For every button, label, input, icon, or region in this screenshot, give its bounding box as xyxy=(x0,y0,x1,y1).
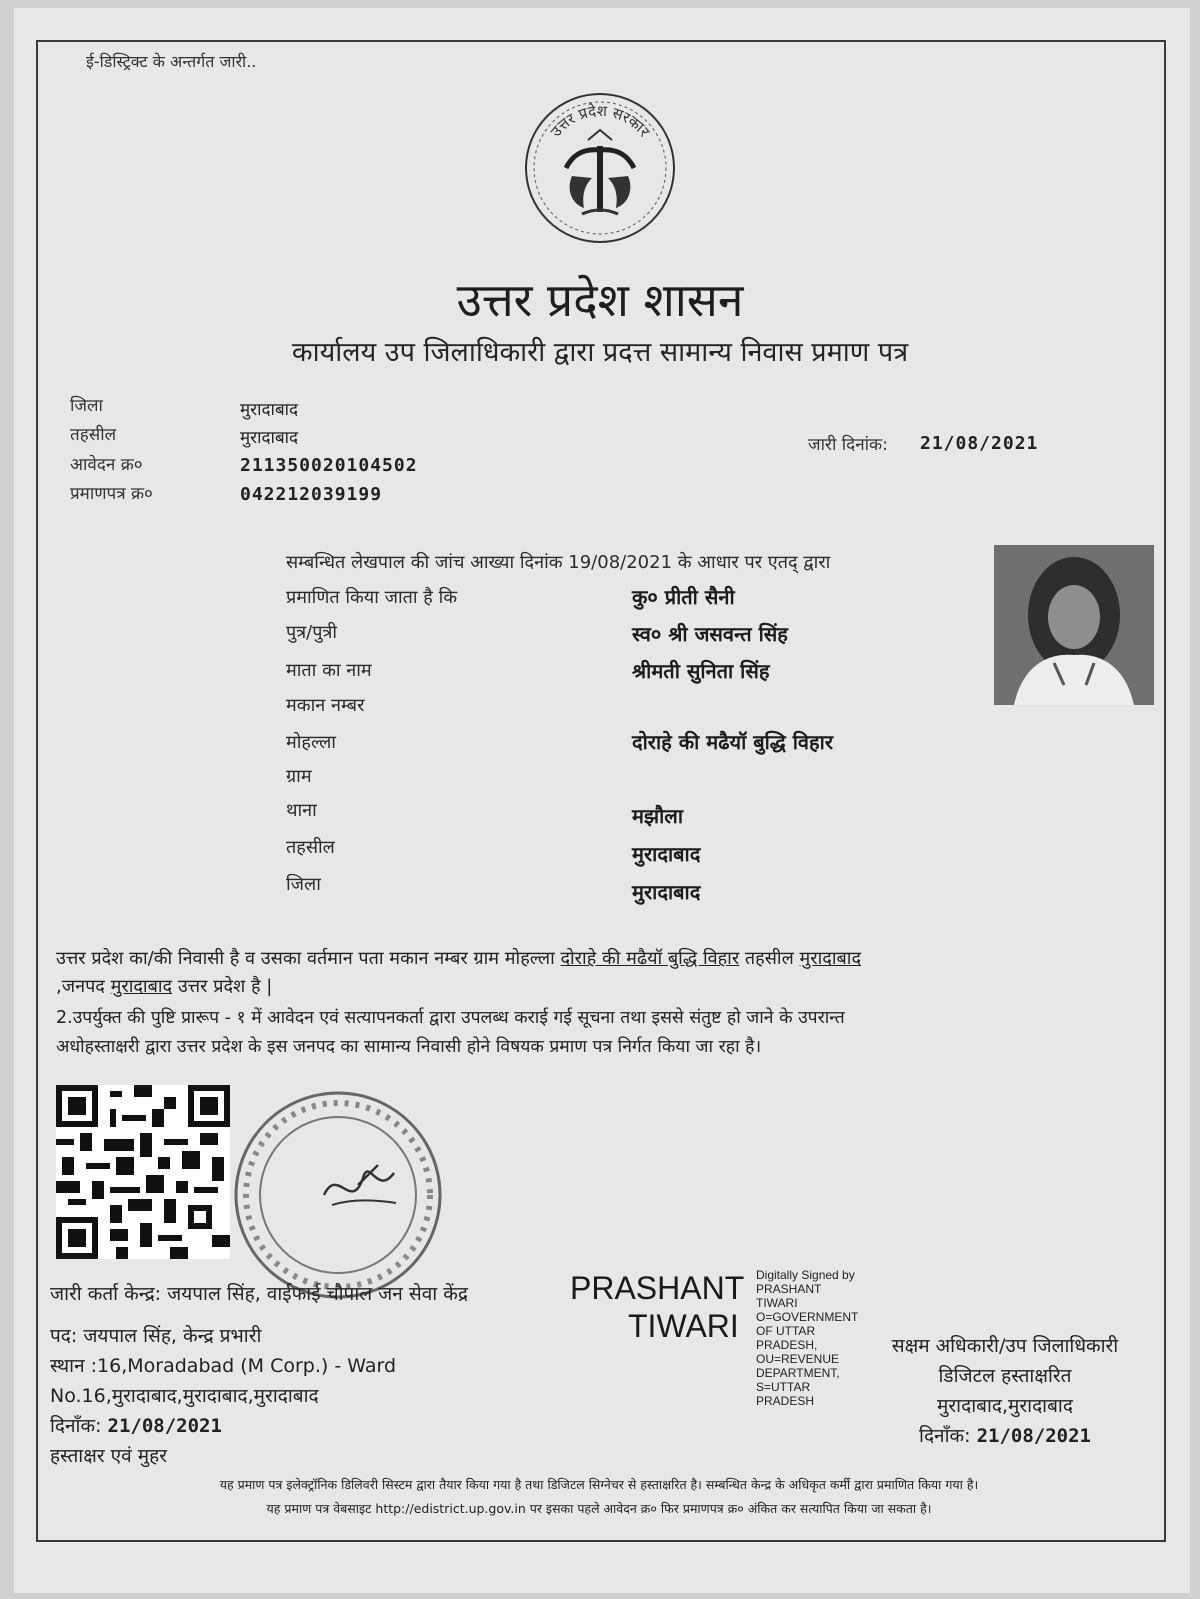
issuer-date-label: दिनाँक: xyxy=(50,1415,102,1437)
issuer-date xyxy=(50,1412,222,1438)
issuer-date-value: 21/08/2021 xyxy=(107,1415,222,1437)
svg-text:उत्तर प्रदेश सरकार: उत्तर प्रदेश सरकार xyxy=(546,101,654,141)
application-label: आवेदन क्र० xyxy=(70,455,143,475)
field-value-parent: स्व० श्री जसवन्त सिंह xyxy=(632,622,788,646)
certificate-border xyxy=(36,40,1166,1542)
application-number: 211350020104502 xyxy=(240,455,418,476)
field-label-locality: मोहल्ला xyxy=(286,732,336,753)
para1-district: मुरादाबाद xyxy=(110,976,173,997)
edistrict-note: ई-डिस्ट्रिक्ट के अन्तर्गत जारी.. xyxy=(86,52,257,71)
field-label-house-number: मकान नम्बर xyxy=(286,695,365,716)
authority-location: मुरादाबाद,मुरादाबाद xyxy=(937,1395,1073,1417)
issuer-post: पद: जयपाल सिंह, केन्द्र प्रभारी xyxy=(50,1325,262,1347)
certificate-number: 042212039199 xyxy=(240,484,383,505)
signer-name-line1: PRASHANT xyxy=(570,1270,745,1306)
tehsil-label: तहसील xyxy=(70,425,117,445)
field-label-district: जिला xyxy=(286,874,321,895)
field-label-parent: पुत्र/पुत्री xyxy=(286,622,338,643)
up-government-emblem-icon xyxy=(522,90,678,246)
para1-tehsil: मुरादाबाद xyxy=(799,948,862,969)
district-label: जिला xyxy=(70,396,103,416)
tehsil-value: मुरादाबाद xyxy=(240,428,299,448)
issuing-center: जारी कर्ता केन्द्र: जयपाल सिंह, वाईफाई चौपाल जन सेवा केंद्र xyxy=(50,1283,468,1305)
authority-title: सक्षम अधिकारी/उप जिलाधिकारी xyxy=(891,1335,1119,1357)
field-value-name: कु० प्रीती सैनी xyxy=(632,585,735,609)
applicant-photo xyxy=(994,545,1154,705)
certificate-label: प्रमाणपत्र क्र० xyxy=(70,484,153,504)
para1-text-c: तहसील xyxy=(739,948,800,969)
authority-digital-signed: डिजिटल हस्ताक्षरित xyxy=(938,1365,1072,1387)
para1-locality: दोराहे की मढैयॉ बुद्धि विहार xyxy=(560,948,740,969)
district-value: मुरादाबाद xyxy=(240,400,299,420)
official-seal-stamp-icon xyxy=(228,1085,448,1305)
field-value-locality: दोराहे की मढैयॉ बुद्धि विहार xyxy=(632,730,834,754)
intro-text: सम्बन्धित लेखपाल की जांच आख्या दिनांक 19/08/2021 के आधार पर एतद् द्वारा xyxy=(286,552,831,573)
digital-signature-details: Digitally Signed by PRASHANT TIWARI O=GOVERNMENT OF UTTAR PRADESH, OU=REVENUE DEPARTMENT, S=UTTAR PRADESH xyxy=(756,1268,859,1408)
para1-text-g: उत्तर प्रदेश है | xyxy=(172,976,273,997)
authority-date-label: दिनाँक: xyxy=(919,1425,971,1447)
confirmation-paragraph-line1: 2.उपर्युक्त की पुष्टि प्रारूप - १ में आवेदन एवं सत्यापनकर्ता द्वारा उपलब्ध कराई गई सूचना तथा इससे संतुष्ट हो जाने के उपरान्त xyxy=(56,1008,845,1028)
field-label-certified: प्रमाणित किया जाता है कि xyxy=(286,587,458,608)
field-value-tehsil: मुरादाबाद xyxy=(632,842,701,866)
issuer-place-line1: स्थान :16,Moradabad (M Corp.) - Ward xyxy=(50,1355,397,1377)
authority-date-value: 21/08/2021 xyxy=(976,1425,1091,1447)
signer-name-line2: TIWARI xyxy=(628,1308,739,1344)
field-value-district: मुरादाबाद xyxy=(632,880,701,904)
residence-paragraph-line1 xyxy=(56,946,861,970)
qr-code-icon xyxy=(56,1085,230,1259)
issue-date-value: 21/08/2021 xyxy=(920,433,1039,454)
field-label-mother: माता का नाम xyxy=(286,660,372,681)
page-title: उत्तर प्रदेश शासन xyxy=(456,273,744,327)
sign-and-seal-label: हस्ताक्षर एवं मुहर xyxy=(50,1445,167,1467)
para1-text-e: ,जनपद xyxy=(56,976,111,997)
field-value-police-station: मझौला xyxy=(632,804,683,828)
residence-paragraph-line2 xyxy=(56,974,272,998)
field-label-village: ग्राम xyxy=(286,766,312,787)
issue-date-label: जारी दिनांक: xyxy=(808,435,888,455)
authority-date xyxy=(870,1422,1140,1448)
confirmation-paragraph-line2: अधोहस्ताक्षरी द्वारा उत्तर प्रदेश के इस जनपद का सामान्य निवासी होने विषयक प्रमाण पत्र निर्गत किया जा रहा है। xyxy=(56,1037,762,1057)
footer-line2: यह प्रमाण पत्र वेबसाइट http://edistrict.up.gov.in पर इसका पहले आवेदन क्र० फिर प्रमाणपत्र क्र० अंकित कर सत्यापित किया जा सकता है। xyxy=(266,1501,932,1516)
field-label-tehsil: तहसील xyxy=(286,837,335,858)
field-value-mother: श्रीमती सुनिता सिंह xyxy=(632,659,770,683)
footer-line1: यह प्रमाण पत्र इलेक्ट्रॉनिक डिलिवरी सिस्टम द्वारा तैयार किया गया है तथा डिजिटल सिग्नेचर से हस्ताक्षरित है। सम्बन्धित केन्द्र के अधिकृत कर्मी द्वारा प्रमाणित किया गया है। xyxy=(219,1477,979,1492)
field-label-police-station: थाना xyxy=(286,800,317,821)
para1-text-a: उत्तर प्रदेश का/की निवासी है व उसका वर्तमान पता मकान नम्बर ग्राम मोहल्ला xyxy=(56,948,561,969)
certificate-subtitle: कार्यालय उप जिलाधिकारी द्वारा प्रदत्त सामान्य निवास प्रमाण पत्र xyxy=(291,337,909,368)
issuer-place-line2: No.16,मुरादाबाद,मुरादाबाद,मुरादाबाद xyxy=(50,1385,319,1407)
